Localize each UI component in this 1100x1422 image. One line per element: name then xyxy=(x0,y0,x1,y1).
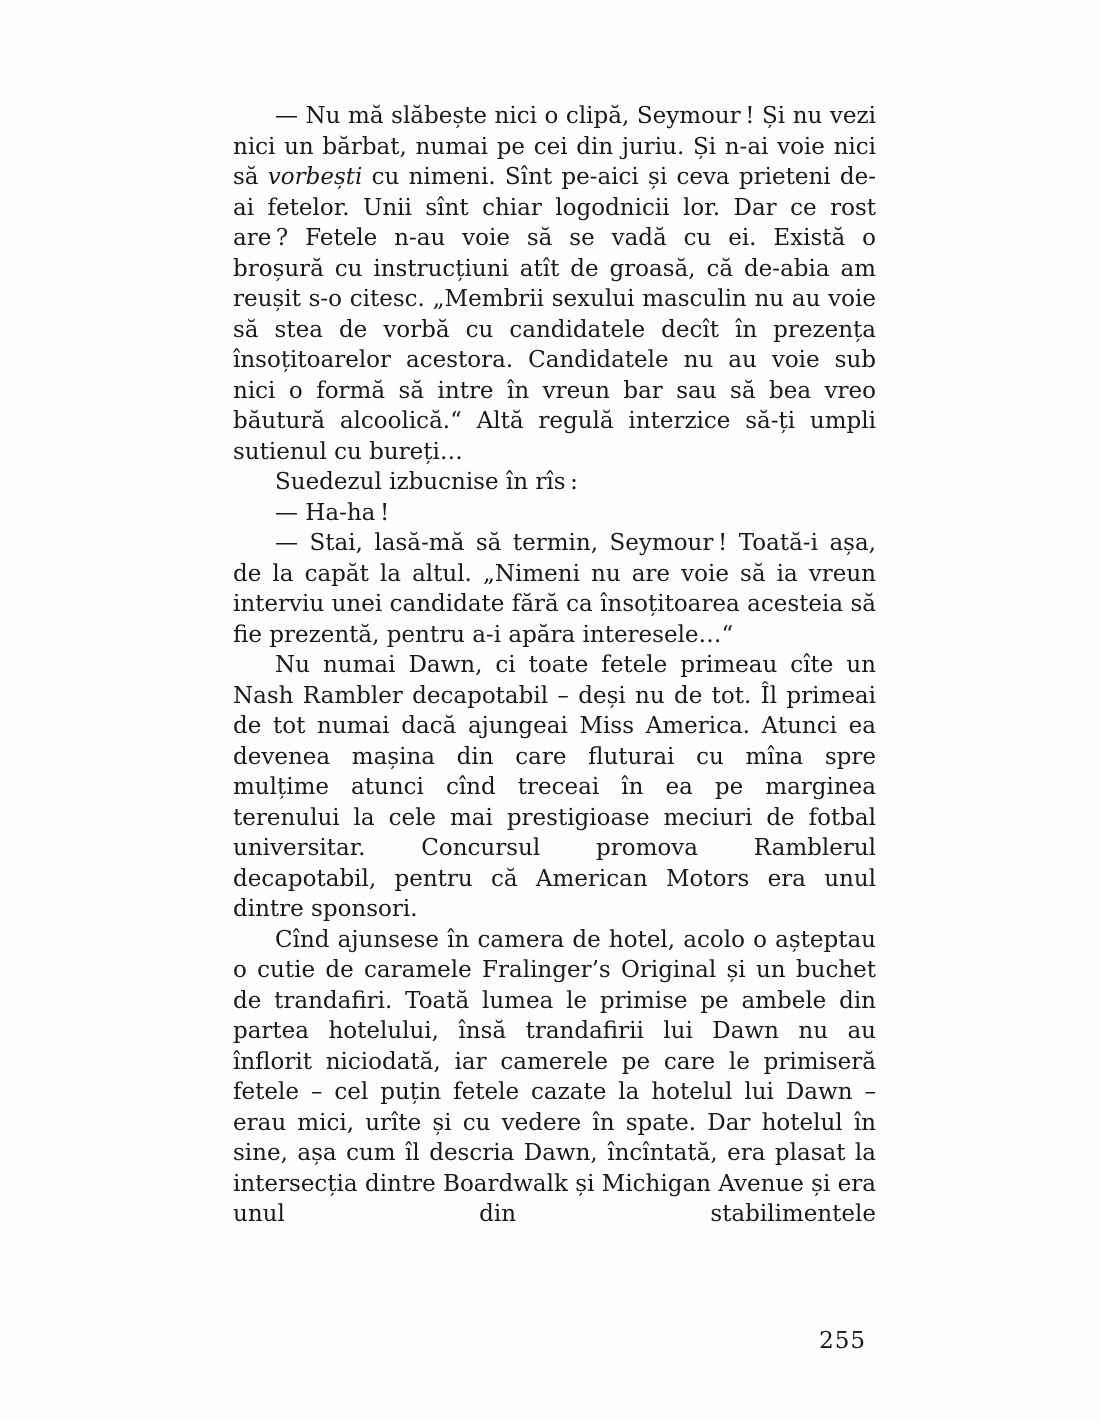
paragraph-narration-1: Suedezul izbucnise în rîs : xyxy=(275,469,578,495)
page-text-block xyxy=(233,101,876,1230)
paragraph-dialogue-2: — Ha-ha ! xyxy=(275,499,390,526)
italic-word: vorbești xyxy=(267,164,363,190)
paragraph-dialogue-1 xyxy=(233,101,876,467)
paragraph-text: — Nu mă slăbește nici o clipă, Seymour ! Și nu vezi nici un bărbat, numai pe cei din juriu. Și n-ai voie nici să xyxy=(233,103,876,190)
paragraph-dialogue-3: — Stai, lasă-mă să termin, Seymour ! Toată-i așa, de la capăt la altul. „Nimeni nu are voie să ia vreun interviu unei candidate fără ca însoțitoarea acesteia să fie prezentă, pentru a-i apăra interesele…“ xyxy=(233,530,876,648)
page-number: 255 xyxy=(819,1328,866,1354)
paragraph-narration-2: Nu numai Dawn, ci toate fetele primeau cîte un Nash Rambler decapotabil – deși nu de tot. Îl primeai de tot numai dacă ajungeai Miss America. Atunci ea devenea mașina din care fluturai cu mîna spre mulțime atunci cînd treceai în ea pe marginea terenului la cele mai prestigioase meciuri de fotbal universitar. Concursul promova Ramblerul decapotabil, pentru că American Motors era unul dintre sponsori. xyxy=(233,652,876,922)
paragraph-text: cu nimeni. Sînt pe-aici și ceva prieteni de-ai fetelor. Unii sînt chiar logodnicii lor. Dar ce rost are ? Fetele n-au voie să se vadă cu ei. Există o broșură cu instrucțiuni atît de groasă, că de-abia am reușit s-o citesc. „Membrii sexului masculin nu au voie să stea de vorbă cu candidatele decît în prezența însoțitoarelor acestora. Candidatele nu au voie sub nici o formă să intre în vreun bar sau să bea vreo băutură alcoolică.“ Altă regulă interzice să-ți umpli sutienul cu bureți… xyxy=(233,164,876,465)
paragraph-narration-3: Cînd ajunsese în camera de hotel, acolo o așteptau o cutie de caramele Fralinger’s Original și un buchet de trandafiri. Toată lumea le primise pe ambele din partea hotelului, însă trandafirii lui Dawn nu au înflorit niciodată, iar camerele pe care le primiseră fetele – cel puțin fetele cazate la hotelul lui Dawn – erau mici, urîte și cu vedere în spate. Dar hotelul în sine, așa cum îl descria Dawn, încîntată, era plasat la intersecția dintre Boardwalk și Michigan Avenue și era unul din stabilimentele xyxy=(233,926,876,1227)
